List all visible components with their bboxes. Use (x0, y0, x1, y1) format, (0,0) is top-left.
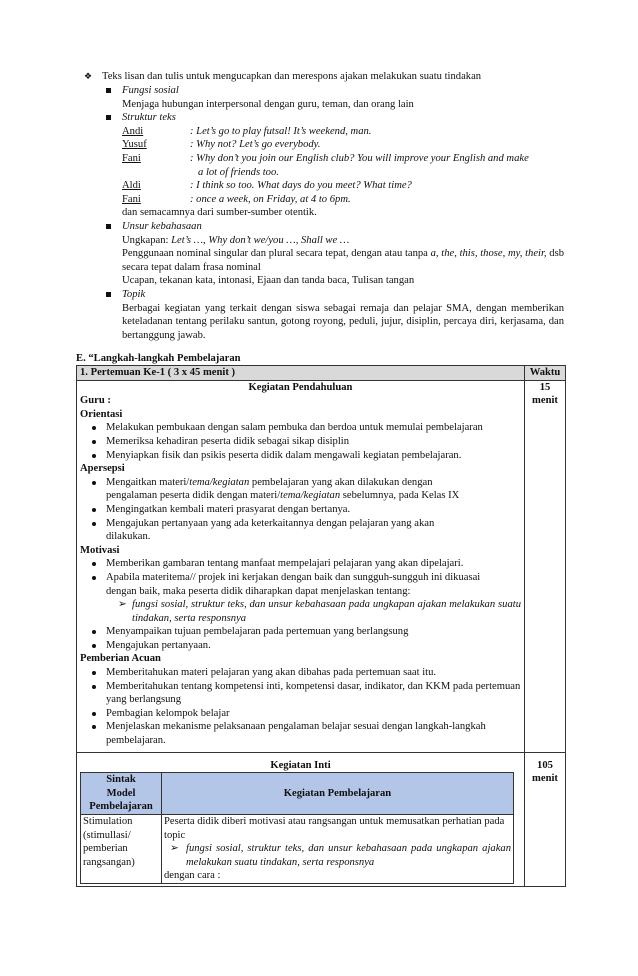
inti-row (77, 752, 566, 886)
speaker-name: Andi (122, 125, 144, 137)
arrow-bullet-icon: ➢ (118, 599, 127, 611)
guru-label: Guru : (80, 395, 111, 407)
list-item (80, 625, 521, 639)
list-item-text: Mengajukan pertanyaan. (106, 639, 211, 651)
dialog-after: dan semacamnya dari sumber-sumber otentik. (122, 207, 317, 219)
list-item (80, 666, 521, 680)
sintak-header (81, 773, 162, 815)
speaker-name: Yusuf (122, 139, 147, 151)
bullet-icon (92, 671, 96, 675)
sub-item-text: fungsi sosial, struktur teks, dan unsur kebahasaan pada ungkapan ajakan melakukan suatu tindakan, serta responsnya (186, 843, 511, 868)
stim-text: (stimullasi/ (83, 829, 131, 841)
speaker-line: : I think so too. What days do you meet? What time? (190, 180, 412, 192)
time-value: 15 (539, 381, 551, 393)
list-item (80, 680, 521, 707)
topik-title: Topik (122, 288, 146, 300)
penggunaan-part-2: dsb secara tepat dalam frasa nominal (122, 248, 565, 273)
time-unit: menit (532, 773, 558, 785)
stim-text: pemberian (83, 843, 128, 855)
bullet-icon (92, 685, 96, 689)
time-value: 105 (537, 759, 553, 771)
top-section (84, 70, 564, 342)
penggunaan-examples-2: their, (525, 248, 547, 260)
inti-time (525, 752, 566, 886)
list-item-text: Memeriksa kehadiran peserta didik sebagai sikap disiplin (106, 435, 349, 447)
struktur-block (84, 111, 564, 220)
stimulation-cell (81, 815, 162, 884)
bullet-icon (92, 481, 96, 485)
sintak-header-text: Sintak (106, 774, 136, 786)
kegiatan-header: Kegiatan Pembelajaran (162, 773, 514, 815)
bullet-icon (92, 630, 96, 634)
list-item (80, 503, 521, 517)
fungsi-text: Menjaga hubungan interpersonal dengan guru, teman, dan orang lain (122, 98, 414, 110)
dialog (122, 125, 564, 207)
stim-after-text: dengan cara : (164, 870, 221, 882)
pendahuluan-title: Kegiatan Pendahuluan (248, 381, 353, 393)
topik-text: Berbagai kegiatan yang terkait dengan siswa sebagai remaja dan pelajar SMA, dengan memberikan keteladanan tentang perilaku santun, gotong royong, peduli, jujur, disiplin, percaya diri, kerjasama, dan bertanggung jawab. (122, 302, 564, 341)
meeting-title: 1. Pertemuan Ke-1 ( 3 x 45 menit ) (77, 366, 525, 381)
struktur-title: Struktur teks (122, 112, 176, 124)
speaker-line: : Why don’t you join our English club? You will improve your English and make (190, 152, 529, 164)
bullet-icon (92, 508, 96, 512)
list-item-text: tema/kegiatan (280, 490, 341, 502)
list-item-text: Melakukan pembukaan dengan salam pembuka dan berdoa untuk memulai pembelajaran (106, 422, 483, 434)
sintak-header-text: Model (106, 787, 136, 799)
inner-header-row (81, 773, 514, 815)
speaker-line: : Why not? Let’s go everybody. (190, 139, 321, 151)
sub-item (164, 842, 511, 869)
penggunaan-text (122, 247, 564, 274)
stim-text: Stimulation (83, 816, 133, 827)
bullet-icon (92, 522, 96, 526)
list-item-text: Memberitahukan materi pelajaran yang akan dibahas pada pertemuan saat itu. (106, 667, 437, 679)
fungsi-title: Fungsi sosial (122, 85, 179, 96)
list-item (80, 476, 521, 503)
sub-item-text: fungsi sosial, struktur teks, dan unsur kebahasaan pada ungkapan ajakan melakukan suatu tindakan, serta responsnya (132, 599, 521, 624)
inti-inner-table (80, 772, 514, 884)
ungkapan-label: Ungkapan: (122, 234, 172, 246)
dialog-line (122, 138, 564, 152)
unsur-title: Unsur kebahasaan (122, 220, 202, 232)
teks-heading-row (84, 70, 564, 84)
dialog-line (122, 193, 564, 207)
list-item (80, 449, 521, 463)
list-item-text: tema/kegiatan (189, 476, 250, 488)
motivasi-label: Motivasi (80, 544, 120, 556)
fungsi-block (84, 84, 564, 111)
sub-item (80, 598, 521, 625)
pendahuluan-time (525, 380, 566, 752)
square-bullet-icon (106, 88, 111, 93)
orientasi-label: Orientasi (80, 408, 123, 420)
stim-text: rangsangan) (83, 856, 135, 868)
penggunaan-examples: a, the, this, those, my, (430, 248, 523, 260)
speaker-line: a lot of friends too. (198, 166, 279, 178)
list-item-text: pembelajaran yang akan dilakukan dengan pengalaman peserta didik dengan materi/ (106, 476, 433, 502)
list-item-text: Mengajukan pertanyaan yang ada keterkaitannya dengan pelajaran yang akan dilakukan. (106, 517, 435, 543)
dialog-line (122, 125, 564, 139)
time-unit: menit (532, 395, 558, 407)
bullet-icon (92, 562, 96, 566)
apersepsi-label: Apersepsi (80, 463, 125, 475)
waktu-header: Waktu (525, 366, 566, 381)
ungkapan-examples: Let’s …, Why don’t we/you …, Shall we … (171, 234, 350, 246)
bullet-icon (92, 644, 96, 648)
dialog-line (122, 179, 564, 193)
list-item-text: Memberitahukan tentang kompetensi inti, kompetensi dasar, indikator, dan KKM pada pertemuan yang berlangsung (106, 680, 521, 706)
list-item (80, 421, 521, 435)
list-item-text: sebelumnya, pada Kelas IX (340, 490, 460, 502)
ucapan-text: Ucapan, tekanan kata, intonasi, Ejaan dan tanda baca, Tulisan tangan (122, 275, 415, 287)
bullet-icon (92, 454, 96, 458)
bullet-icon (92, 712, 96, 716)
penggunaan-part: Penggunaan nominal singular dan plural secara tepat, dengan atau tanpa (122, 248, 431, 260)
unsur-block (84, 220, 564, 288)
list-item-text: Menjelaskan mekanisme pelaksanaan pengalaman belajar sesuai dengan langkah-langkah pembelajaran. (106, 721, 486, 747)
list-item-text: Mengingatkan kembali materi prasyarat dengan bertanya. (106, 503, 351, 515)
dialog-line (122, 152, 564, 166)
speaker-line: : once a week, on Friday, at 4 to 6pm. (190, 193, 351, 205)
topik-block (84, 288, 564, 342)
speaker-line: : Let’s go to play futsal! It’s weekend, man. (190, 125, 372, 137)
speaker-name: Fani (122, 193, 141, 205)
arrow-bullet-icon: ➢ (170, 843, 179, 855)
speaker-name: Aldi (122, 180, 141, 192)
stimulation-activity (162, 815, 514, 884)
langkah-table (76, 365, 566, 887)
dialog-line (122, 166, 564, 180)
section-e-heading: E. “Langkah-langkah Pembelajaran (76, 353, 241, 364)
bullet-icon (92, 440, 96, 444)
teks-heading: Teks lisan dan tulis untuk mengucapkan dan merespons ajakan melakukan suatu tindakan (102, 71, 482, 82)
pendahuluan-row (77, 380, 566, 752)
list-item-text: Menyiapkan fisik dan psikis peserta didik dalam mengawali kegiatan pembelajaran. (106, 449, 462, 461)
sintak-header-text: Pembelajaran (89, 801, 153, 813)
meeting-header-row (77, 366, 566, 381)
diamond-bullet-icon: ❖ (84, 71, 93, 81)
list-item (80, 720, 521, 747)
bullet-icon (92, 576, 96, 580)
list-item (80, 707, 521, 721)
list-item (80, 571, 521, 598)
speaker-name: Fani (122, 152, 141, 164)
list-item (80, 435, 521, 449)
square-bullet-icon (106, 224, 111, 229)
table-row (81, 815, 514, 884)
ungkapan-line (122, 234, 564, 248)
list-item-text: Mengaitkan materi/ (106, 476, 190, 488)
list-item-text: Apabila materitema// projek ini kerjakan dengan baik dan sungguh-sungguh ini dikuasai dengan baik, maka peserta didik diharapkan dapat menjelaskan tentang: (106, 571, 481, 597)
stim-activity-text: Peserta didik diberi motivasi atau rangsangan untuk memusatkan perhatian pada topic (164, 816, 505, 841)
list-item-text: Pembagian kelompok belajar (106, 707, 230, 719)
acuan-label: Pemberian Acuan (80, 653, 161, 665)
list-item (80, 517, 521, 544)
list-item-text: Memberikan gambaran tentang manfaat mempelajari pelajaran yang akan dipelajari. (106, 558, 464, 570)
square-bullet-icon (106, 115, 111, 120)
bullet-icon (92, 426, 96, 430)
inti-title: Kegiatan Inti (270, 759, 331, 771)
list-item (80, 639, 521, 653)
list-item (80, 557, 521, 571)
bullet-icon (92, 725, 96, 729)
square-bullet-icon (106, 292, 111, 297)
inti-cell (77, 752, 525, 886)
pendahuluan-cell (77, 380, 525, 752)
list-item-text: Menyampaikan tujuan pembelajaran pada pertemuan yang berlangsung (106, 626, 409, 638)
